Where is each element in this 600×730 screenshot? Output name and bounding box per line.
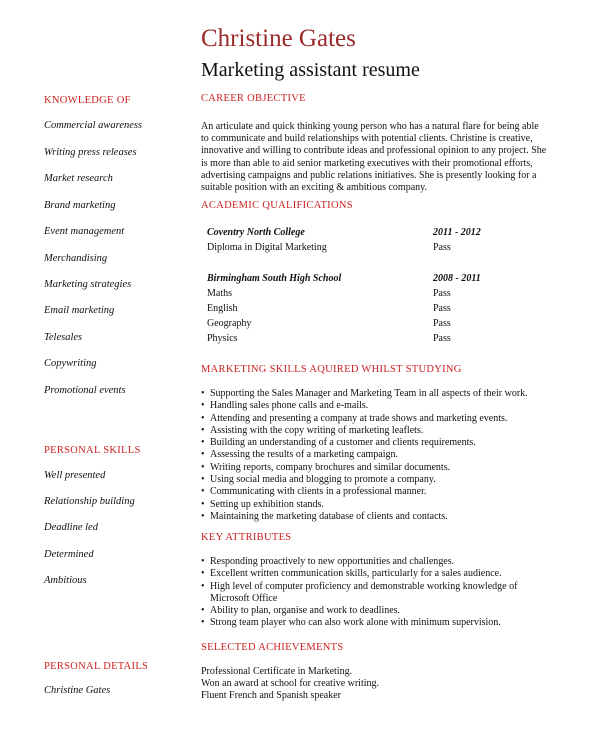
- knowledge-item: Email marketing: [44, 305, 115, 316]
- subject-result: Pass: [433, 288, 451, 299]
- list-item: • Strong team player who can also work alone with minimum supervision.: [201, 617, 531, 629]
- school-name: Coventry North College: [207, 227, 305, 238]
- list-item: • Communicating with clients in a professional manner.: [201, 486, 551, 498]
- knowledge-item: Promotional events: [44, 385, 126, 396]
- skill-item: Relationship building: [44, 496, 135, 507]
- subject-name: Geography: [207, 318, 252, 329]
- knowledge-item: Copywriting: [44, 358, 97, 369]
- list-item: • High level of computer proficiency and demonstrable working knowledge of Microsoft Office: [201, 581, 531, 606]
- details-item: Christine Gates: [44, 685, 111, 696]
- knowledge-item: Commercial awareness: [44, 120, 143, 131]
- knowledge-item: Market research: [44, 173, 113, 184]
- key-attributes-heading: KEY ATTRIBUTES: [201, 532, 292, 543]
- marketing-skills-list: [201, 388, 551, 523]
- subject-name: Maths: [207, 288, 232, 299]
- school-years: 2011 - 2012: [433, 227, 481, 238]
- achievement-item: Professional Certificate in Marketing.: [201, 666, 353, 677]
- knowledge-item: Telesales: [44, 332, 83, 343]
- list-item: • Ability to plan, organise and work to deadlines.: [201, 605, 531, 617]
- skill-item: Well presented: [44, 470, 106, 481]
- school-years: 2008 - 2011: [433, 273, 481, 284]
- list-item: • Excellent written communication skills, particularly for a sales audience.: [201, 568, 531, 580]
- career-objective-heading: CAREER OBJECTIVE: [201, 93, 306, 104]
- personal-skills-heading: PERSONAL SKILLS: [44, 445, 141, 456]
- achievement-item: Won an award at school for creative writing.: [201, 678, 380, 689]
- list-item: • Assessing the results of a marketing campaign.: [201, 449, 551, 461]
- skill-item: Ambitious: [44, 575, 87, 586]
- list-item: • Assisting with the copy writing of marketing leaflets.: [201, 425, 551, 437]
- school-name: Birmingham South High School: [207, 273, 342, 284]
- subject-result: Pass: [433, 318, 451, 329]
- knowledge-item: Merchandising: [44, 253, 108, 264]
- list-item: • Using social media and blogging to promote a company.: [201, 474, 551, 486]
- key-attributes-list: [201, 556, 531, 630]
- knowledge-heading: KNOWLEDGE OF: [44, 95, 131, 106]
- list-item: • Responding proactively to new opportunities and challenges.: [201, 556, 531, 568]
- list-item: • Setting up exhibition stands.: [201, 499, 551, 511]
- list-item: • Writing reports, company brochures and similar documents.: [201, 462, 551, 474]
- subject-result: Pass: [433, 242, 451, 253]
- knowledge-item: Marketing strategies: [44, 279, 132, 290]
- knowledge-item: Event management: [44, 226, 125, 237]
- subject-result: Pass: [433, 303, 451, 314]
- list-item: • Supporting the Sales Manager and Marketing Team in all aspects of their work.: [201, 388, 551, 400]
- list-item: • Maintaining the marketing database of clients and contacts.: [201, 511, 551, 523]
- list-item: • Building an understanding of a customer and clients requirements.: [201, 437, 551, 449]
- resume-name: Christine Gates: [201, 25, 356, 52]
- academic-heading: ACADEMIC QUALIFICATIONS: [201, 200, 353, 211]
- skill-item: Determined: [44, 549, 94, 560]
- resume-title: Marketing assistant resume: [201, 59, 420, 81]
- skill-item: Deadline led: [44, 522, 98, 533]
- subject-name: Physics: [207, 333, 238, 344]
- career-objective-text: An articulate and quick thinking young person who has a natural flare for being able to communicate and build relationships with potential clients. Christine is creative, innovative and willing to contribute ideas and professional opinion to any project. She is more than able to aid senior marketing executives with their promotional efforts, advertising campaigns and public relations initiatives. She is presently looking for a suitable position with an exciting & ambitious company.: [201, 121, 547, 194]
- marketing-skills-heading: MARKETING SKILLS AQUIRED WHILST STUDYING: [201, 364, 462, 375]
- subject-name: English: [207, 303, 238, 314]
- list-item: • Attending and presenting a company at trade shows and marketing events.: [201, 413, 551, 425]
- personal-details-heading: PERSONAL DETAILS: [44, 661, 149, 672]
- list-item: • Handling sales phone calls and e-mails.: [201, 400, 551, 412]
- knowledge-item: Brand marketing: [44, 200, 116, 211]
- subject-name: Diploma in Digital Marketing: [207, 242, 327, 253]
- knowledge-item: Writing press releases: [44, 147, 137, 158]
- achievements-heading: SELECTED ACHIEVEMENTS: [201, 642, 344, 653]
- subject-result: Pass: [433, 333, 451, 344]
- achievement-item: Fluent French and Spanish speaker: [201, 690, 341, 701]
